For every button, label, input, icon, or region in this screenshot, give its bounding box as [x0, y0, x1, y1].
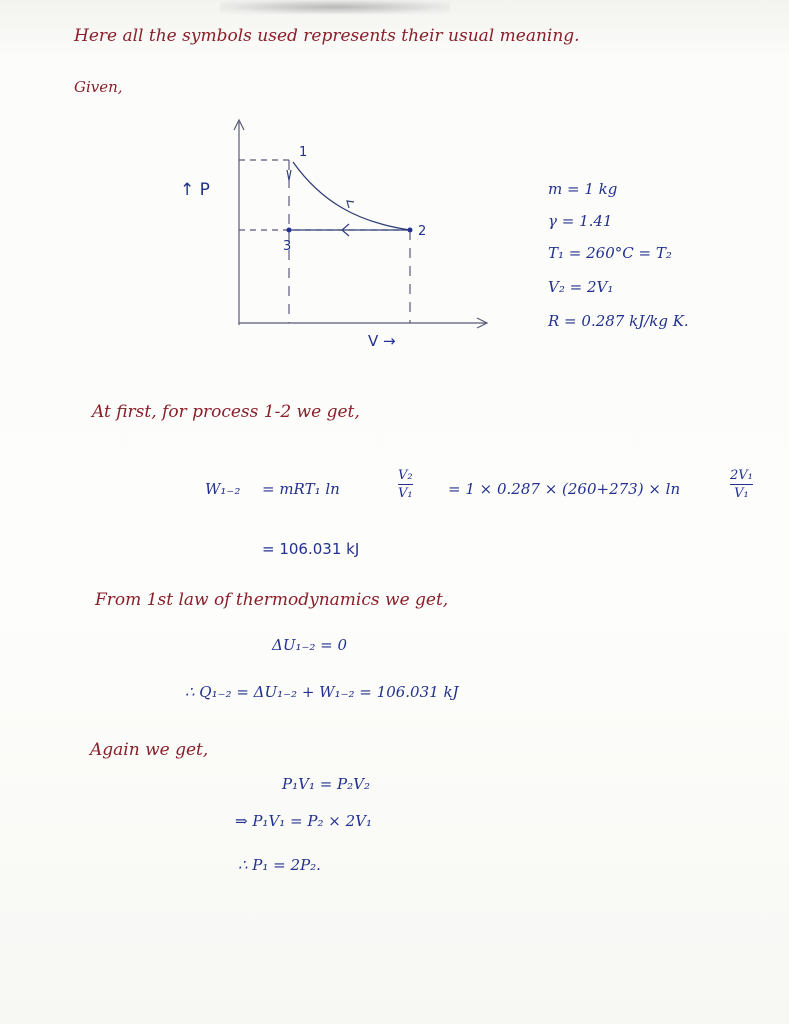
curve-arrow [347, 201, 354, 208]
pressure-result: ∴ P₁ = 2P₂. [238, 856, 321, 874]
intro-text: Here all the symbols used represents their usual meaning. [74, 26, 580, 46]
process-1-2-curve [293, 162, 410, 230]
fraction-denominator: V₁ [398, 486, 413, 501]
point-2-dot [408, 228, 413, 233]
fraction-numerator: V₂ [398, 468, 413, 483]
fraction-bar [398, 484, 413, 485]
internal-energy-eq: ΔU₁₋₂ = 0 [272, 636, 348, 654]
point-3-label: 3 [283, 239, 292, 254]
given-gamma: γ = 1.41 [548, 212, 613, 230]
given-gas-constant: R = 0.287 kJ/kg K. [548, 312, 689, 330]
given-volume: V₂ = 2V₁ [548, 278, 614, 296]
heat-equation: ∴ Q₁₋₂ = ΔU₁₋₂ + W₁₋₂ = 106.031 kJ [185, 683, 459, 701]
volume-ratio-fraction [398, 468, 413, 501]
given-temperature: T₁ = 260°C = T₂ [548, 244, 672, 262]
process-heading: At first, for process 1-2 we get, [92, 402, 360, 422]
work-substitution: = 1 × 0.287 × (260+273) × ln [448, 480, 681, 498]
vertical-arrow [287, 170, 291, 180]
fraction-numerator: 2V₁ [730, 468, 753, 483]
given-mass: m = 1 kg [548, 180, 618, 198]
fraction-denominator: V₁ [734, 486, 749, 501]
substitution-eq: ⇒ P₁V₁ = P₂ × 2V₁ [235, 812, 372, 830]
fraction-bar [730, 484, 753, 485]
point-1-label: 1 [299, 145, 308, 160]
p-axis-label: ↑ P [180, 180, 210, 200]
substituted-ratio-fraction [730, 468, 753, 501]
given-label: Given, [74, 78, 123, 96]
pressure-volume-eq: P₁V₁ = P₂V₂ [282, 775, 371, 793]
pv-diagram [225, 110, 500, 355]
again-heading: Again we get, [90, 740, 209, 760]
work-lhs: W₁₋₂ [205, 480, 241, 498]
work-formula: = mRT₁ ln [262, 480, 340, 498]
point-2-label: 2 [418, 224, 427, 239]
v-axis-label: V → [368, 332, 396, 350]
first-law-heading: From 1st law of thermodynamics we get, [95, 590, 449, 610]
point-3-dot [287, 228, 292, 233]
work-result: = 106.031 kJ [262, 540, 360, 558]
page-shadow [220, 0, 450, 14]
